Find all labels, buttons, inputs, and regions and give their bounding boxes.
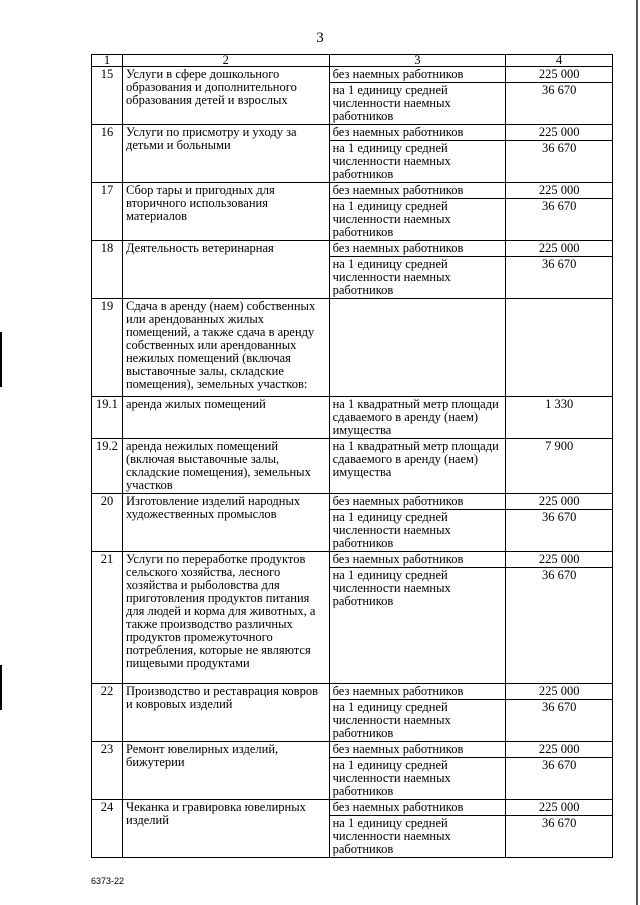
rate-value: 36 670 [506,816,613,858]
rate-value: 36 670 [506,199,613,241]
unit-cell: без наемных работников [329,552,506,568]
rate-value: 225 000 [506,67,613,83]
scan-edge-mark [0,332,2,387]
unit-cell: без наемных работников [329,125,506,141]
unit-cell: на 1 единицу средней численности наемных работников [329,83,506,125]
rate-value: 36 670 [506,83,613,125]
activity-name: Деятельность ветеринарная [122,241,329,299]
activity-name: Сбор тары и пригодных для вторичного использования материалов [122,183,329,241]
activity-name: Чеканка и гравировка ювелирных изделий [122,800,329,858]
activity-name: Услуги в сфере дошкольного образования и дополнительного образования детей и взрослых [122,67,329,125]
rate-value: 1 330 [506,397,613,439]
activity-name: аренда нежилых помещений (включая выставочные залы, складские помещения), земельных участков [122,439,329,494]
rate-value: 225 000 [506,552,613,568]
table-row [92,684,613,700]
tax-rates-table [91,54,613,858]
row-number: 24 [92,800,123,858]
table-header-row [92,55,613,67]
row-number: 15 [92,67,123,125]
unit-cell: на 1 единицу средней численности наемных работников [329,141,506,183]
rate-value: 225 000 [506,494,613,510]
unit-cell [329,299,506,397]
unit-cell: на 1 единицу средней численности наемных работников [329,568,506,684]
column-header: 2 [122,55,329,67]
table-row [92,552,613,568]
rate-value: 36 670 [506,758,613,800]
table-row [92,742,613,758]
rate-value [506,299,613,397]
rate-value: 225 000 [506,742,613,758]
table-row [92,241,613,257]
rate-value: 7 900 [506,439,613,494]
row-number: 16 [92,125,123,183]
scan-edge-mark [0,665,2,710]
unit-cell: на 1 единицу средней численности наемных работников [329,816,506,858]
unit-cell: на 1 единицу средней численности наемных работников [329,510,506,552]
rate-value: 225 000 [506,800,613,816]
table-row [92,299,613,397]
table-row [92,183,613,199]
rate-value: 36 670 [506,257,613,299]
unit-cell: на 1 квадратный метр площади сдаваемого в аренду (наем) имущества [329,439,506,494]
unit-cell: на 1 квадратный метр площади сдаваемого в аренду (наем) имущества [329,397,506,439]
page-number: 3 [316,30,324,46]
table-row [92,397,613,439]
unit-cell: без наемных работников [329,742,506,758]
activity-name: Услуги по присмотру и уходу за детьми и больными [122,125,329,183]
rate-value: 225 000 [506,183,613,199]
rate-value: 225 000 [506,125,613,141]
table-row [92,125,613,141]
activity-name: Производство и реставрация ковров и ковровых изделий [122,684,329,742]
unit-cell: без наемных работников [329,183,506,199]
column-header: 1 [92,55,123,67]
unit-cell: на 1 единицу средней численности наемных работников [329,199,506,241]
unit-cell: на 1 единицу средней численности наемных работников [329,758,506,800]
row-number: 18 [92,241,123,299]
table-row [92,439,613,494]
rate-value: 225 000 [506,684,613,700]
column-header: 4 [506,55,613,67]
unit-cell: без наемных работников [329,241,506,257]
unit-cell: без наемных работников [329,800,506,816]
row-number: 19 [92,299,123,397]
row-number: 19.1 [92,397,123,439]
row-number: 22 [92,684,123,742]
activity-name: Сдача в аренду (наем) собственных или арендованных жилых помещений, а также сдача в аренду собственных или арендованных нежилых помещений (включая выставочные залы, складские помещения), земельных участков: [122,299,329,397]
row-number: 21 [92,552,123,684]
row-number: 17 [92,183,123,241]
document-code: 6373-22 [91,876,125,886]
column-header: 3 [329,55,506,67]
rate-value: 36 670 [506,510,613,552]
unit-cell: без наемных работников [329,684,506,700]
activity-name: Услуги по переработке продуктов сельского хозяйства, лесного хозяйства и рыболовства для приготовления продуктов питания для людей и корма для животных, а также производство различных продуктов промежуточного потребления, которые не являются пищевыми продуктами [122,552,329,684]
unit-cell: на 1 единицу средней численности наемных работников [329,257,506,299]
activity-name: Изготовление изделий народных художественных промыслов [122,494,329,552]
row-number: 23 [92,742,123,800]
activity-name: Ремонт ювелирных изделий, бижутерии [122,742,329,800]
table-row [92,800,613,816]
table-row [92,67,613,83]
unit-cell: без наемных работников [329,494,506,510]
activity-name: аренда жилых помещений [122,397,329,439]
row-number: 19.2 [92,439,123,494]
table-row [92,494,613,510]
rate-value: 36 670 [506,700,613,742]
unit-cell: без наемных работников [329,67,506,83]
row-number: 20 [92,494,123,552]
rate-value: 36 670 [506,141,613,183]
rate-value: 225 000 [506,241,613,257]
rate-value: 36 670 [506,568,613,684]
scan-edge-mark [636,0,638,905]
unit-cell: на 1 единицу средней численности наемных работников [329,700,506,742]
